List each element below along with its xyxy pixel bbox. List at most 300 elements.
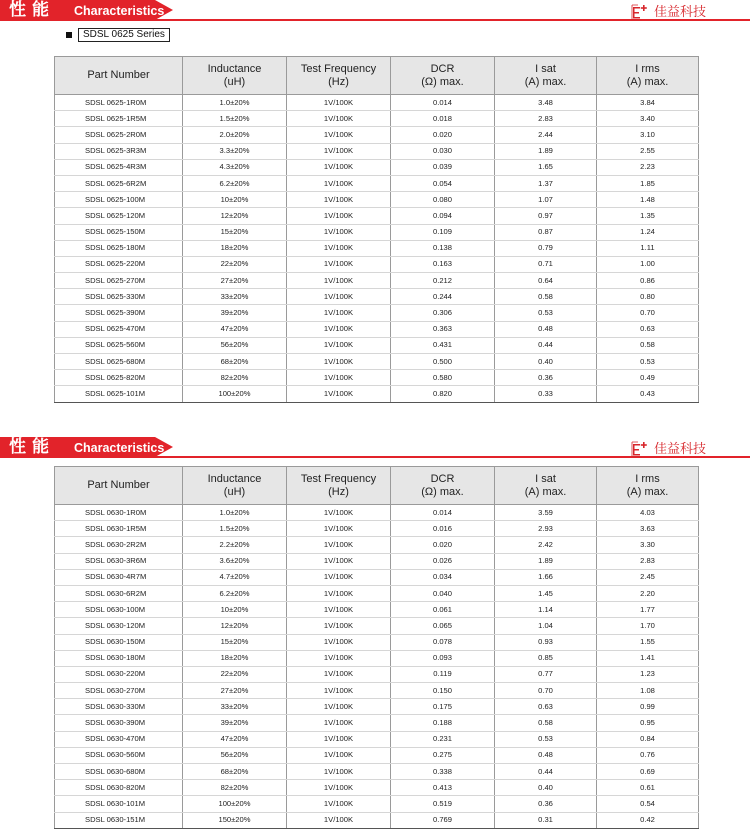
cell-part-number: SDSL 0625-101M xyxy=(55,386,183,402)
cell-inductance: 10±20% xyxy=(183,602,287,618)
cell-inductance: 22±20% xyxy=(183,666,287,682)
e-plus-logo-icon xyxy=(631,4,649,21)
cell-dcr: 0.519 xyxy=(391,796,495,812)
column-header-line: Part Number xyxy=(87,479,150,491)
cell-dcr: 0.244 xyxy=(391,289,495,305)
column-header-line: (Ω) max. xyxy=(421,485,464,498)
cell-part-number: SDSL 0625-3R3M xyxy=(55,143,183,159)
cell-test-frequency: 1V/100K xyxy=(287,699,391,715)
table-row xyxy=(55,747,699,763)
cell-i-sat: 0.77 xyxy=(495,666,597,682)
cell-part-number: SDSL 0625-1R0M xyxy=(55,95,183,111)
table-row xyxy=(55,143,699,159)
cell-inductance: 1.5±20% xyxy=(183,111,287,127)
column-header-inductance xyxy=(183,57,287,95)
cell-i-sat: 1.89 xyxy=(495,553,597,569)
column-header-line: I sat xyxy=(535,472,556,485)
cell-part-number: SDSL 0630-180M xyxy=(55,650,183,666)
cell-i-sat: 0.40 xyxy=(495,354,597,370)
cell-i-sat: 0.48 xyxy=(495,747,597,763)
cell-i-rms: 4.03 xyxy=(597,505,699,521)
cell-dcr: 0.413 xyxy=(391,780,495,796)
cell-inductance: 15±20% xyxy=(183,634,287,650)
cell-test-frequency: 1V/100K xyxy=(287,256,391,272)
cell-i-rms: 1.23 xyxy=(597,666,699,682)
cell-part-number: SDSL 0630-120M xyxy=(55,618,183,634)
cell-i-sat: 3.59 xyxy=(495,505,597,521)
cell-i-sat: 0.53 xyxy=(495,305,597,321)
cell-test-frequency: 1V/100K xyxy=(287,796,391,812)
cell-inductance: 6.2±20% xyxy=(183,585,287,601)
cell-i-rms: 1.85 xyxy=(597,175,699,191)
cell-i-sat: 0.58 xyxy=(495,715,597,731)
column-header-line: Part Number xyxy=(87,69,150,81)
cell-inductance: 2.2±20% xyxy=(183,537,287,553)
column-header-inductance xyxy=(183,467,287,505)
cell-inductance: 10±20% xyxy=(183,192,287,208)
cell-i-rms: 1.24 xyxy=(597,224,699,240)
table-row xyxy=(55,731,699,747)
cell-i-sat: 0.36 xyxy=(495,796,597,812)
cell-part-number: SDSL 0630-470M xyxy=(55,731,183,747)
table-row xyxy=(55,273,699,289)
cell-test-frequency: 1V/100K xyxy=(287,95,391,111)
cell-part-number: SDSL 0625-150M xyxy=(55,224,183,240)
cell-i-rms: 0.49 xyxy=(597,370,699,386)
banner-title-cn: 性能 xyxy=(9,437,55,456)
cell-inductance: 82±20% xyxy=(183,370,287,386)
cell-part-number: SDSL 0630-1R5M xyxy=(55,521,183,537)
cell-dcr: 0.030 xyxy=(391,143,495,159)
cell-dcr: 0.820 xyxy=(391,386,495,402)
cell-inductance: 6.2±20% xyxy=(183,175,287,191)
cell-test-frequency: 1V/100K xyxy=(287,208,391,224)
cell-part-number: SDSL 0630-560M xyxy=(55,747,183,763)
cell-test-frequency: 1V/100K xyxy=(287,192,391,208)
table-row xyxy=(55,386,699,402)
cell-dcr: 0.016 xyxy=(391,521,495,537)
table-row xyxy=(55,666,699,682)
cell-test-frequency: 1V/100K xyxy=(287,505,391,521)
cell-part-number: SDSL 0625-330M xyxy=(55,289,183,305)
cell-inductance: 3.6±20% xyxy=(183,553,287,569)
cell-test-frequency: 1V/100K xyxy=(287,553,391,569)
cell-i-sat: 0.58 xyxy=(495,289,597,305)
cell-dcr: 0.061 xyxy=(391,602,495,618)
cell-dcr: 0.580 xyxy=(391,370,495,386)
cell-dcr: 0.014 xyxy=(391,95,495,111)
cell-part-number: SDSL 0630-6R2M xyxy=(55,585,183,601)
column-header-line: DCR xyxy=(430,472,455,485)
cell-part-number: SDSL 0630-390M xyxy=(55,715,183,731)
cell-inductance: 4.7±20% xyxy=(183,569,287,585)
brand-logo xyxy=(631,2,706,22)
characteristics-section-1 xyxy=(0,0,750,400)
cell-i-sat: 0.36 xyxy=(495,370,597,386)
cell-i-rms: 0.99 xyxy=(597,699,699,715)
cell-test-frequency: 1V/100K xyxy=(287,731,391,747)
cell-test-frequency: 1V/100K xyxy=(287,175,391,191)
e-plus-logo-icon xyxy=(631,441,649,458)
cell-i-sat: 0.85 xyxy=(495,650,597,666)
cell-i-rms: 3.10 xyxy=(597,127,699,143)
table-row xyxy=(55,95,699,111)
cell-i-rms: 2.23 xyxy=(597,159,699,175)
spec-table-0630 xyxy=(54,466,699,829)
cell-dcr: 0.431 xyxy=(391,337,495,353)
cell-dcr: 0.093 xyxy=(391,650,495,666)
cell-i-sat: 0.64 xyxy=(495,273,597,289)
cell-inductance: 1.0±20% xyxy=(183,95,287,111)
cell-part-number: SDSL 0625-270M xyxy=(55,273,183,289)
table-row xyxy=(55,321,699,337)
cell-i-sat: 0.44 xyxy=(495,337,597,353)
table-row xyxy=(55,764,699,780)
cell-inductance: 56±20% xyxy=(183,337,287,353)
cell-inductance: 22±20% xyxy=(183,256,287,272)
table-row xyxy=(55,354,699,370)
table-row xyxy=(55,337,699,353)
table-row xyxy=(55,634,699,650)
cell-dcr: 0.175 xyxy=(391,699,495,715)
cell-test-frequency: 1V/100K xyxy=(287,127,391,143)
cell-dcr: 0.080 xyxy=(391,192,495,208)
table-row xyxy=(55,208,699,224)
cell-inductance: 2.0±20% xyxy=(183,127,287,143)
cell-inductance: 39±20% xyxy=(183,305,287,321)
cell-dcr: 0.138 xyxy=(391,240,495,256)
cell-dcr: 0.275 xyxy=(391,747,495,763)
column-header-line: (Hz) xyxy=(328,485,349,498)
cell-inductance: 27±20% xyxy=(183,273,287,289)
cell-inductance: 82±20% xyxy=(183,780,287,796)
cell-dcr: 0.163 xyxy=(391,256,495,272)
table-row xyxy=(55,812,699,828)
column-header-line: Test Frequency xyxy=(300,62,377,75)
cell-dcr: 0.769 xyxy=(391,812,495,828)
column-header-i-sat xyxy=(495,467,597,505)
cell-inductance: 47±20% xyxy=(183,731,287,747)
cell-i-sat: 0.48 xyxy=(495,321,597,337)
spec-table-0625 xyxy=(54,56,699,403)
column-header-line: (uH) xyxy=(223,485,246,498)
cell-i-rms: 1.70 xyxy=(597,618,699,634)
brand-name: 佳益科技 xyxy=(653,4,706,19)
table-row xyxy=(55,553,699,569)
series-label xyxy=(66,28,170,42)
cell-test-frequency: 1V/100K xyxy=(287,764,391,780)
column-header-line: I rms xyxy=(635,472,660,485)
cell-i-rms: 1.00 xyxy=(597,256,699,272)
cell-test-frequency: 1V/100K xyxy=(287,370,391,386)
column-header-dcr xyxy=(391,467,495,505)
cell-i-rms: 1.35 xyxy=(597,208,699,224)
cell-i-rms: 0.43 xyxy=(597,386,699,402)
cell-test-frequency: 1V/100K xyxy=(287,812,391,828)
cell-inductance: 12±20% xyxy=(183,618,287,634)
cell-test-frequency: 1V/100K xyxy=(287,111,391,127)
cell-i-rms: 1.41 xyxy=(597,650,699,666)
cell-test-frequency: 1V/100K xyxy=(287,321,391,337)
cell-i-sat: 1.14 xyxy=(495,602,597,618)
cell-test-frequency: 1V/100K xyxy=(287,618,391,634)
cell-part-number: SDSL 0625-820M xyxy=(55,370,183,386)
table-row xyxy=(55,505,699,521)
cell-dcr: 0.500 xyxy=(391,354,495,370)
cell-i-rms: 3.40 xyxy=(597,111,699,127)
column-header-part-number xyxy=(55,57,183,95)
column-header-dcr xyxy=(391,57,495,95)
cell-i-rms: 3.30 xyxy=(597,537,699,553)
cell-dcr: 0.094 xyxy=(391,208,495,224)
cell-dcr: 0.119 xyxy=(391,666,495,682)
cell-inductance: 18±20% xyxy=(183,650,287,666)
cell-i-rms: 0.69 xyxy=(597,764,699,780)
table-row xyxy=(55,175,699,191)
table-row xyxy=(55,240,699,256)
cell-i-sat: 1.07 xyxy=(495,192,597,208)
cell-part-number: SDSL 0630-680M xyxy=(55,764,183,780)
table-row xyxy=(55,569,699,585)
cell-i-sat: 1.65 xyxy=(495,159,597,175)
column-header-line: Inductance xyxy=(207,472,262,485)
cell-inductance: 47±20% xyxy=(183,321,287,337)
cell-i-sat: 0.31 xyxy=(495,812,597,828)
cell-i-sat: 0.79 xyxy=(495,240,597,256)
cell-test-frequency: 1V/100K xyxy=(287,537,391,553)
cell-part-number: SDSL 0625-6R2M xyxy=(55,175,183,191)
table-row xyxy=(55,127,699,143)
cell-part-number: SDSL 0630-270M xyxy=(55,683,183,699)
cell-part-number: SDSL 0625-100M xyxy=(55,192,183,208)
cell-test-frequency: 1V/100K xyxy=(287,354,391,370)
column-header-test-frequency xyxy=(287,57,391,95)
column-header-line: (Hz) xyxy=(328,75,349,88)
table-row xyxy=(55,585,699,601)
cell-i-sat: 0.87 xyxy=(495,224,597,240)
column-header-line: Test Frequency xyxy=(300,472,377,485)
table-header-row xyxy=(55,467,699,505)
table-row xyxy=(55,224,699,240)
cell-i-rms: 3.63 xyxy=(597,521,699,537)
cell-part-number: SDSL 0630-3R6M xyxy=(55,553,183,569)
cell-dcr: 0.026 xyxy=(391,553,495,569)
cell-test-frequency: 1V/100K xyxy=(287,273,391,289)
cell-test-frequency: 1V/100K xyxy=(287,715,391,731)
cell-dcr: 0.018 xyxy=(391,111,495,127)
column-header-part-number xyxy=(55,467,183,505)
cell-i-rms: 2.83 xyxy=(597,553,699,569)
cell-i-sat: 0.97 xyxy=(495,208,597,224)
table-header-row xyxy=(55,57,699,95)
column-header-line: I sat xyxy=(535,62,556,75)
cell-i-sat: 2.44 xyxy=(495,127,597,143)
cell-test-frequency: 1V/100K xyxy=(287,337,391,353)
cell-i-rms: 1.11 xyxy=(597,240,699,256)
table-row xyxy=(55,650,699,666)
column-header-line: (A) max. xyxy=(626,75,669,88)
cell-dcr: 0.188 xyxy=(391,715,495,731)
cell-i-rms: 0.61 xyxy=(597,780,699,796)
cell-i-rms: 0.70 xyxy=(597,305,699,321)
table-row xyxy=(55,602,699,618)
cell-i-rms: 0.42 xyxy=(597,812,699,828)
cell-part-number: SDSL 0625-180M xyxy=(55,240,183,256)
cell-part-number: SDSL 0625-1R5M xyxy=(55,111,183,127)
cell-i-rms: 0.58 xyxy=(597,337,699,353)
cell-dcr: 0.065 xyxy=(391,618,495,634)
bullet-square-icon xyxy=(66,32,72,38)
table-row xyxy=(55,521,699,537)
table-row xyxy=(55,780,699,796)
cell-test-frequency: 1V/100K xyxy=(287,143,391,159)
cell-dcr: 0.363 xyxy=(391,321,495,337)
cell-i-rms: 0.63 xyxy=(597,321,699,337)
cell-i-sat: 2.42 xyxy=(495,537,597,553)
cell-part-number: SDSL 0625-560M xyxy=(55,337,183,353)
table-row xyxy=(55,699,699,715)
cell-inductance: 15±20% xyxy=(183,224,287,240)
cell-dcr: 0.040 xyxy=(391,585,495,601)
cell-part-number: SDSL 0625-120M xyxy=(55,208,183,224)
column-header-line: DCR xyxy=(430,62,455,75)
series-title: SDSL 0625 Series xyxy=(78,28,170,42)
cell-inductance: 100±20% xyxy=(183,386,287,402)
cell-test-frequency: 1V/100K xyxy=(287,683,391,699)
cell-i-sat: 1.66 xyxy=(495,569,597,585)
cell-inductance: 1.0±20% xyxy=(183,505,287,521)
cell-test-frequency: 1V/100K xyxy=(287,305,391,321)
cell-i-rms: 3.84 xyxy=(597,95,699,111)
cell-inductance: 56±20% xyxy=(183,747,287,763)
cell-test-frequency: 1V/100K xyxy=(287,569,391,585)
cell-test-frequency: 1V/100K xyxy=(287,634,391,650)
cell-inductance: 18±20% xyxy=(183,240,287,256)
cell-test-frequency: 1V/100K xyxy=(287,240,391,256)
cell-i-rms: 1.48 xyxy=(597,192,699,208)
table-row xyxy=(55,159,699,175)
cell-i-sat: 0.93 xyxy=(495,634,597,650)
cell-dcr: 0.020 xyxy=(391,537,495,553)
cell-part-number: SDSL 0625-390M xyxy=(55,305,183,321)
characteristics-section-2 xyxy=(0,437,750,825)
cell-part-number: SDSL 0630-101M xyxy=(55,796,183,812)
cell-test-frequency: 1V/100K xyxy=(287,159,391,175)
cell-part-number: SDSL 0630-220M xyxy=(55,666,183,682)
cell-i-sat: 2.93 xyxy=(495,521,597,537)
cell-part-number: SDSL 0630-150M xyxy=(55,634,183,650)
cell-i-sat: 0.33 xyxy=(495,386,597,402)
cell-i-sat: 0.44 xyxy=(495,764,597,780)
cell-i-sat: 0.71 xyxy=(495,256,597,272)
cell-part-number: SDSL 0630-820M xyxy=(55,780,183,796)
cell-dcr: 0.014 xyxy=(391,505,495,521)
cell-i-rms: 1.55 xyxy=(597,634,699,650)
cell-i-rms: 2.45 xyxy=(597,569,699,585)
cell-test-frequency: 1V/100K xyxy=(287,780,391,796)
cell-inductance: 1.5±20% xyxy=(183,521,287,537)
cell-test-frequency: 1V/100K xyxy=(287,521,391,537)
cell-dcr: 0.231 xyxy=(391,731,495,747)
table-row xyxy=(55,370,699,386)
table-row xyxy=(55,796,699,812)
cell-part-number: SDSL 0625-680M xyxy=(55,354,183,370)
cell-inductance: 33±20% xyxy=(183,289,287,305)
cell-i-sat: 0.70 xyxy=(495,683,597,699)
cell-i-sat: 0.53 xyxy=(495,731,597,747)
column-header-line: (A) max. xyxy=(626,485,669,498)
cell-inductance: 150±20% xyxy=(183,812,287,828)
cell-dcr: 0.109 xyxy=(391,224,495,240)
cell-part-number: SDSL 0630-4R7M xyxy=(55,569,183,585)
cell-part-number: SDSL 0625-2R0M xyxy=(55,127,183,143)
cell-dcr: 0.054 xyxy=(391,175,495,191)
banner-title-en: Characteristics xyxy=(74,4,165,18)
cell-i-sat: 1.89 xyxy=(495,143,597,159)
column-header-i-rms xyxy=(597,57,699,95)
cell-part-number: SDSL 0625-4R3M xyxy=(55,159,183,175)
cell-dcr: 0.306 xyxy=(391,305,495,321)
cell-dcr: 0.338 xyxy=(391,764,495,780)
cell-dcr: 0.150 xyxy=(391,683,495,699)
cell-part-number: SDSL 0625-220M xyxy=(55,256,183,272)
cell-test-frequency: 1V/100K xyxy=(287,289,391,305)
table-row xyxy=(55,715,699,731)
cell-test-frequency: 1V/100K xyxy=(287,666,391,682)
column-header-line: I rms xyxy=(635,62,660,75)
cell-i-sat: 0.63 xyxy=(495,699,597,715)
cell-i-rms: 0.53 xyxy=(597,354,699,370)
cell-part-number: SDSL 0630-2R2M xyxy=(55,537,183,553)
cell-dcr: 0.212 xyxy=(391,273,495,289)
cell-test-frequency: 1V/100K xyxy=(287,224,391,240)
cell-part-number: SDSL 0630-330M xyxy=(55,699,183,715)
brand-name: 佳益科技 xyxy=(653,441,706,456)
cell-i-rms: 0.95 xyxy=(597,715,699,731)
table-row xyxy=(55,537,699,553)
cell-inductance: 39±20% xyxy=(183,715,287,731)
cell-inductance: 33±20% xyxy=(183,699,287,715)
table-row xyxy=(55,111,699,127)
cell-i-sat: 1.37 xyxy=(495,175,597,191)
cell-inductance: 100±20% xyxy=(183,796,287,812)
cell-dcr: 0.078 xyxy=(391,634,495,650)
cell-i-rms: 0.86 xyxy=(597,273,699,289)
cell-inductance: 27±20% xyxy=(183,683,287,699)
table-row xyxy=(55,289,699,305)
cell-i-rms: 0.54 xyxy=(597,796,699,812)
cell-test-frequency: 1V/100K xyxy=(287,650,391,666)
cell-test-frequency: 1V/100K xyxy=(287,585,391,601)
column-header-i-rms xyxy=(597,467,699,505)
table-row xyxy=(55,618,699,634)
cell-i-rms: 0.84 xyxy=(597,731,699,747)
cell-inductance: 12±20% xyxy=(183,208,287,224)
cell-part-number: SDSL 0630-100M xyxy=(55,602,183,618)
cell-i-sat: 2.83 xyxy=(495,111,597,127)
cell-i-sat: 1.45 xyxy=(495,585,597,601)
banner-title-en: Characteristics xyxy=(74,441,165,455)
cell-dcr: 0.020 xyxy=(391,127,495,143)
cell-inductance: 4.3±20% xyxy=(183,159,287,175)
cell-inductance: 68±20% xyxy=(183,764,287,780)
cell-i-rms: 1.08 xyxy=(597,683,699,699)
cell-part-number: SDSL 0625-470M xyxy=(55,321,183,337)
cell-i-rms: 2.55 xyxy=(597,143,699,159)
table-row xyxy=(55,192,699,208)
column-header-i-sat xyxy=(495,57,597,95)
cell-i-rms: 0.76 xyxy=(597,747,699,763)
